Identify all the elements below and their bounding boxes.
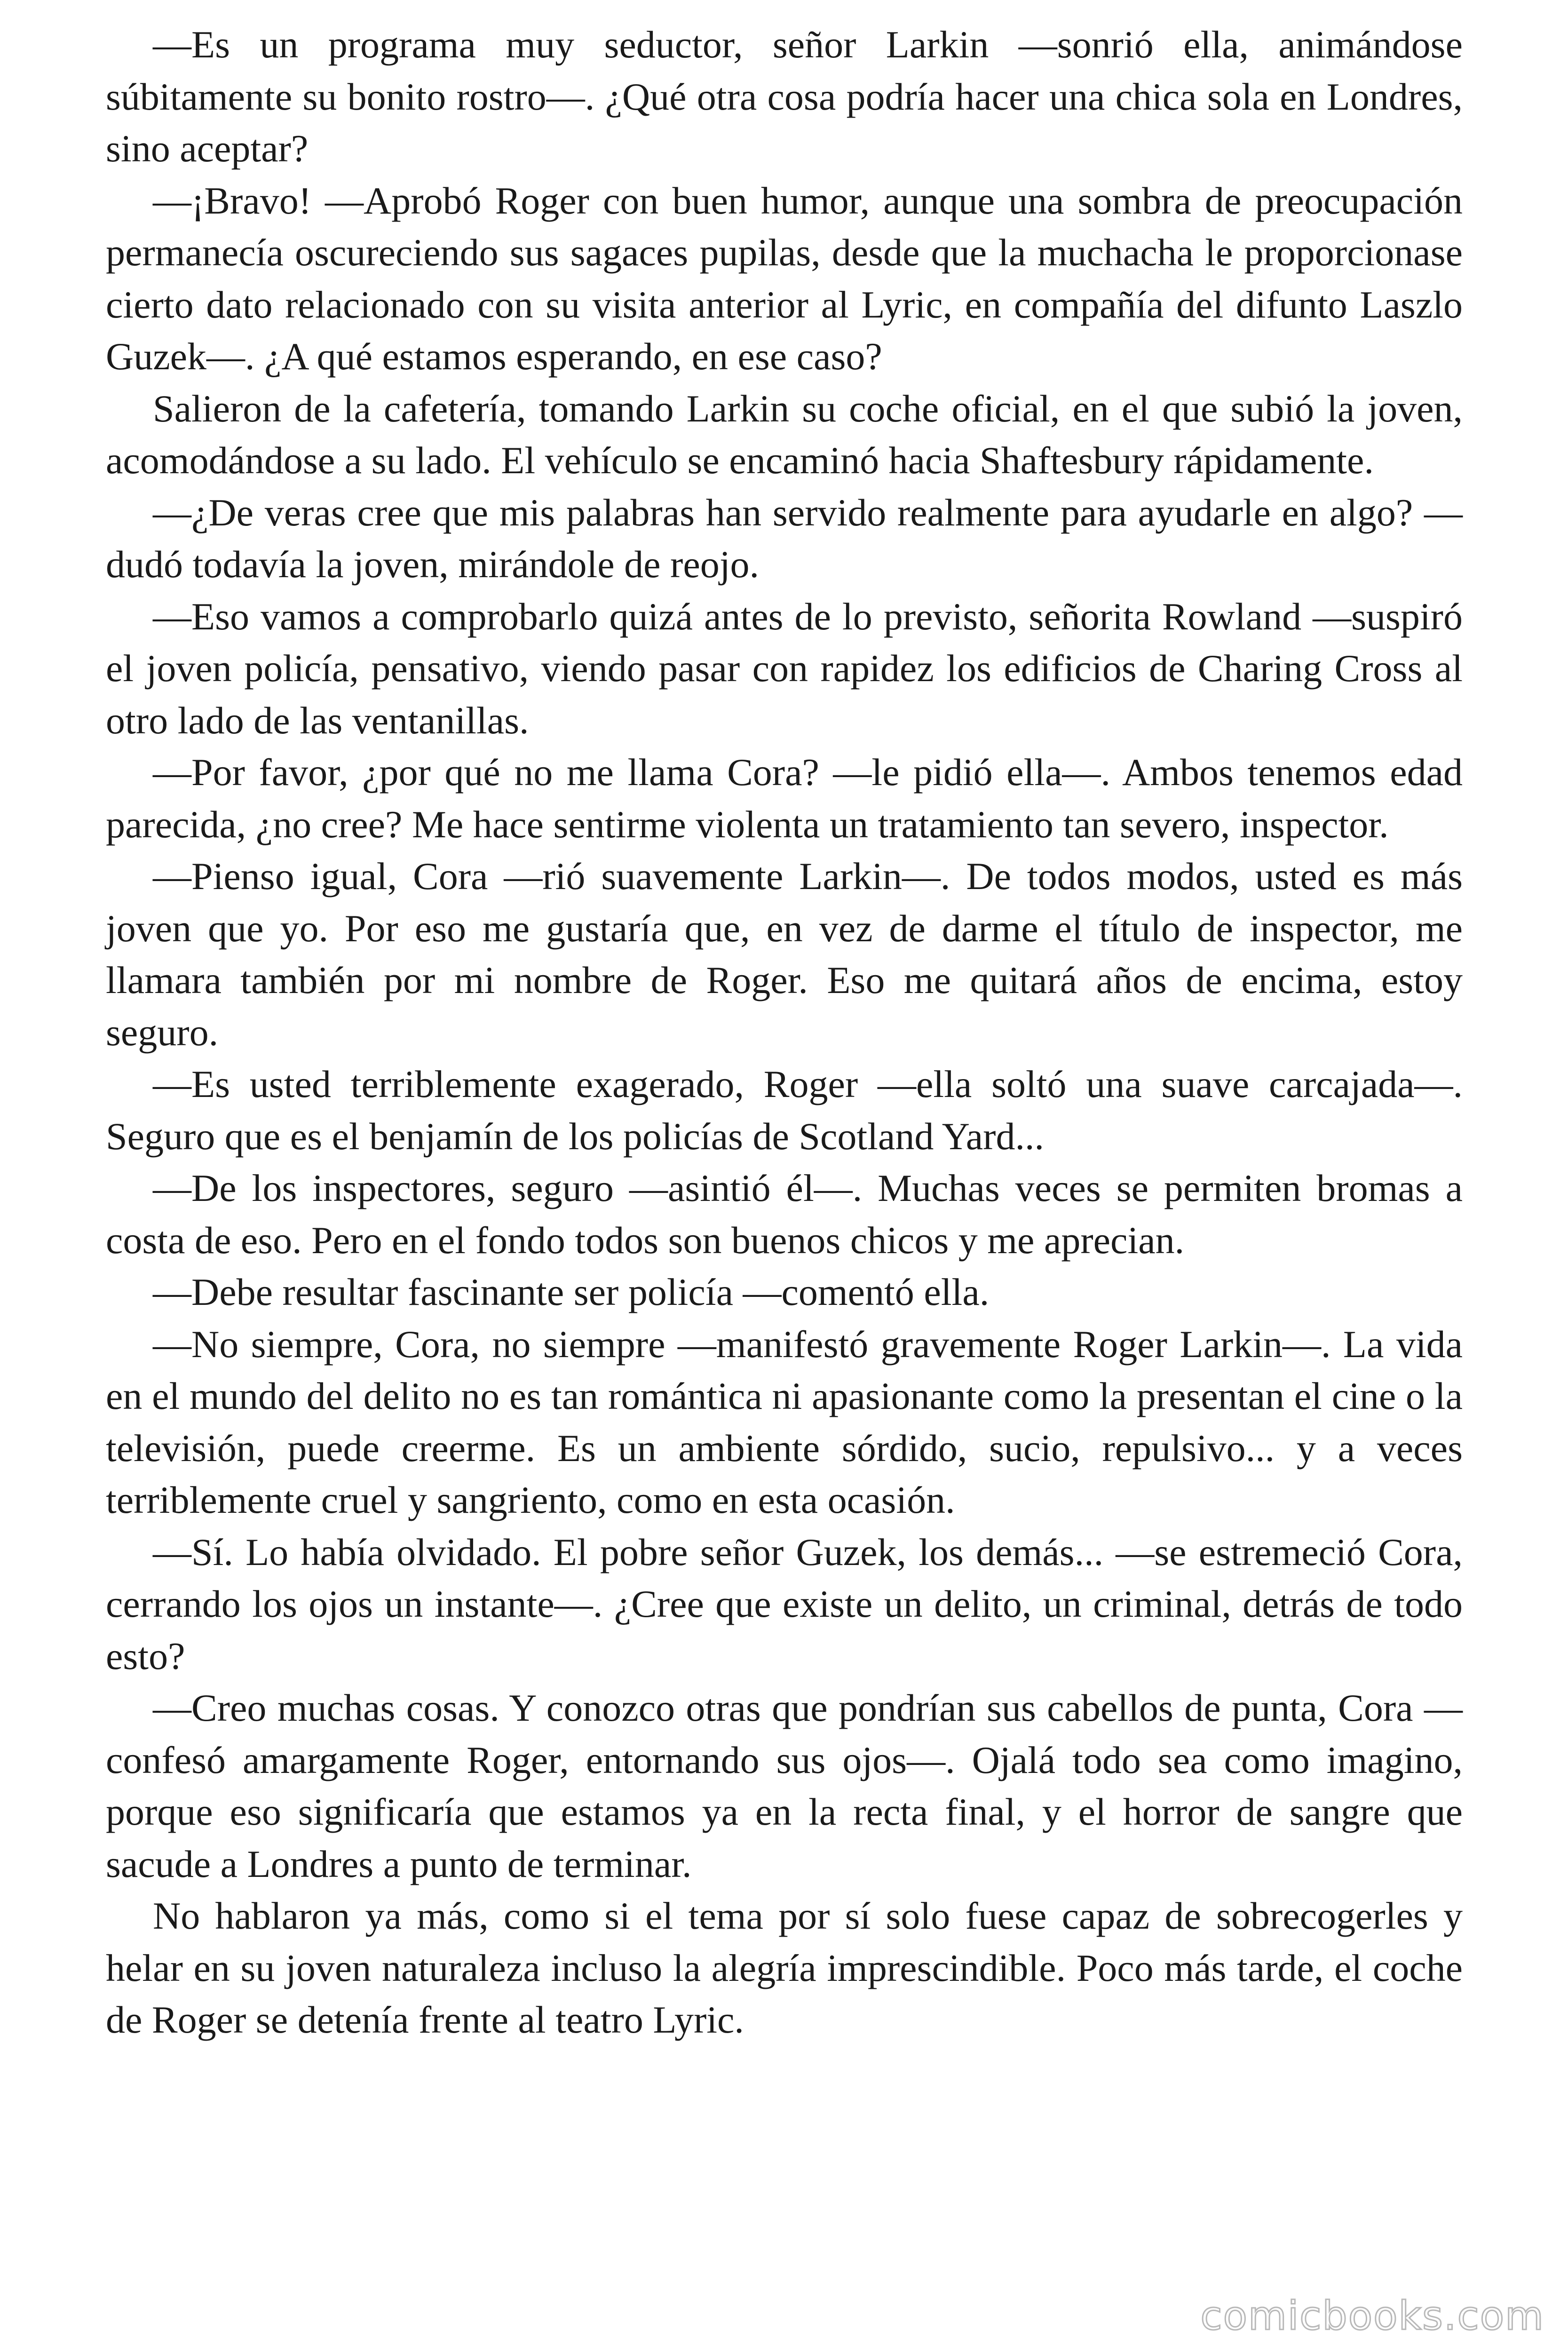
paragraph: —Eso vamos a comprobarlo quizá antes de lo previsto, señorita Rowland —suspiró el joven policía, pensativo, viendo pasar con rapidez los edificios de Charing Cross al otro lado de las ventanillas.: [106, 595, 1463, 742]
watermark: comicbooks.com: [1200, 2293, 1544, 2339]
paragraph: —Es usted terriblemente exagerado, Roger —ella soltó una suave carcajada—. Seguro que es el benjamín de los policías de Scotland Yard...: [106, 1063, 1463, 1158]
page-body: [106, 19, 1463, 2046]
paragraph: —¿De veras cree que mis palabras han servido realmente para ayudarle en algo? —dudó todavía la joven, mirándole de reojo.: [106, 491, 1463, 586]
paragraph: —Por favor, ¿por qué no me llama Cora? —le pidió ella—. Ambos tenemos edad parecida, ¿no cree? Me hace sentirme violenta un tratamiento tan severo, inspector.: [106, 751, 1463, 846]
paragraph: —Sí. Lo había olvidado. El pobre señor Guzek, los demás... —se estremeció Cora, cerrando los ojos un instante—. ¿Cree que existe un delito, un criminal, detrás de todo esto?: [106, 1530, 1463, 1677]
paragraph: —Debe resultar fascinante ser policía —comentó ella.: [153, 1271, 990, 1313]
paragraph: —Creo muchas cosas. Y conozco otras que pondrían sus cabellos de punta, Cora —confesó amargamente Roger, entornando sus ojos—. Ojalá todo sea como imagino, porque eso significaría que estamos ya en la recta final, y el horror de sangre que sacude a Londres a punto de terminar.: [106, 1686, 1463, 1885]
paragraph: —De los inspectores, seguro —asintió él—. Muchas veces se permiten bromas a costa de eso. Pero en el fondo todos son buenos chicos y me aprecian.: [106, 1167, 1463, 1262]
paragraph: No hablaron ya más, como si el tema por sí solo fuese capaz de sobrecogerles y helar en su joven naturaleza incluso la alegría imprescindible. Poco más tarde, el coche de Roger se detenía frente al teatro Lyric.: [106, 1894, 1463, 2041]
paragraph: —Pienso igual, Cora —rió suavemente Larkin—. De todos modos, usted es más joven que yo. Por eso me gustaría que, en vez de darme el título de inspector, me llamara también por mi nombre de Roger. Eso me quitará años de encima, estoy seguro.: [106, 855, 1463, 1054]
paragraph: —Es un programa muy seductor, señor Larkin —sonrió ella, animándose súbitamente su bonito rostro—. ¿Qué otra cosa podría hacer una chica sola en Londres, sino aceptar?: [106, 23, 1463, 170]
paragraph: —¡Bravo! —Aprobó Roger con buen humor, aunque una sombra de preocupación permanecía oscureciendo sus sagaces pupilas, desde que la muchacha le proporcionase cierto dato relacionado con su visita anterior al Lyric, en compañía del difunto Laszlo Guzek—. ¿A qué estamos esperando, en ese caso?: [106, 179, 1463, 378]
paragraph: Salieron de la cafetería, tomando Larkin su coche oficial, en el que subió la joven, acomodándose a su lado. El vehículo se encaminó hacia Shaftesbury rápidamente.: [106, 387, 1463, 482]
paragraph: —No siempre, Cora, no siempre —manifestó gravemente Roger Larkin—. La vida en el mundo del delito no es tan romántica ni apasionante como la presentan el cine o la televisión, puede creerme. Es un ambiente sórdido, sucio, repulsivo... y a veces terriblemente cruel y sangriento, como en esta ocasión.: [106, 1322, 1463, 1521]
